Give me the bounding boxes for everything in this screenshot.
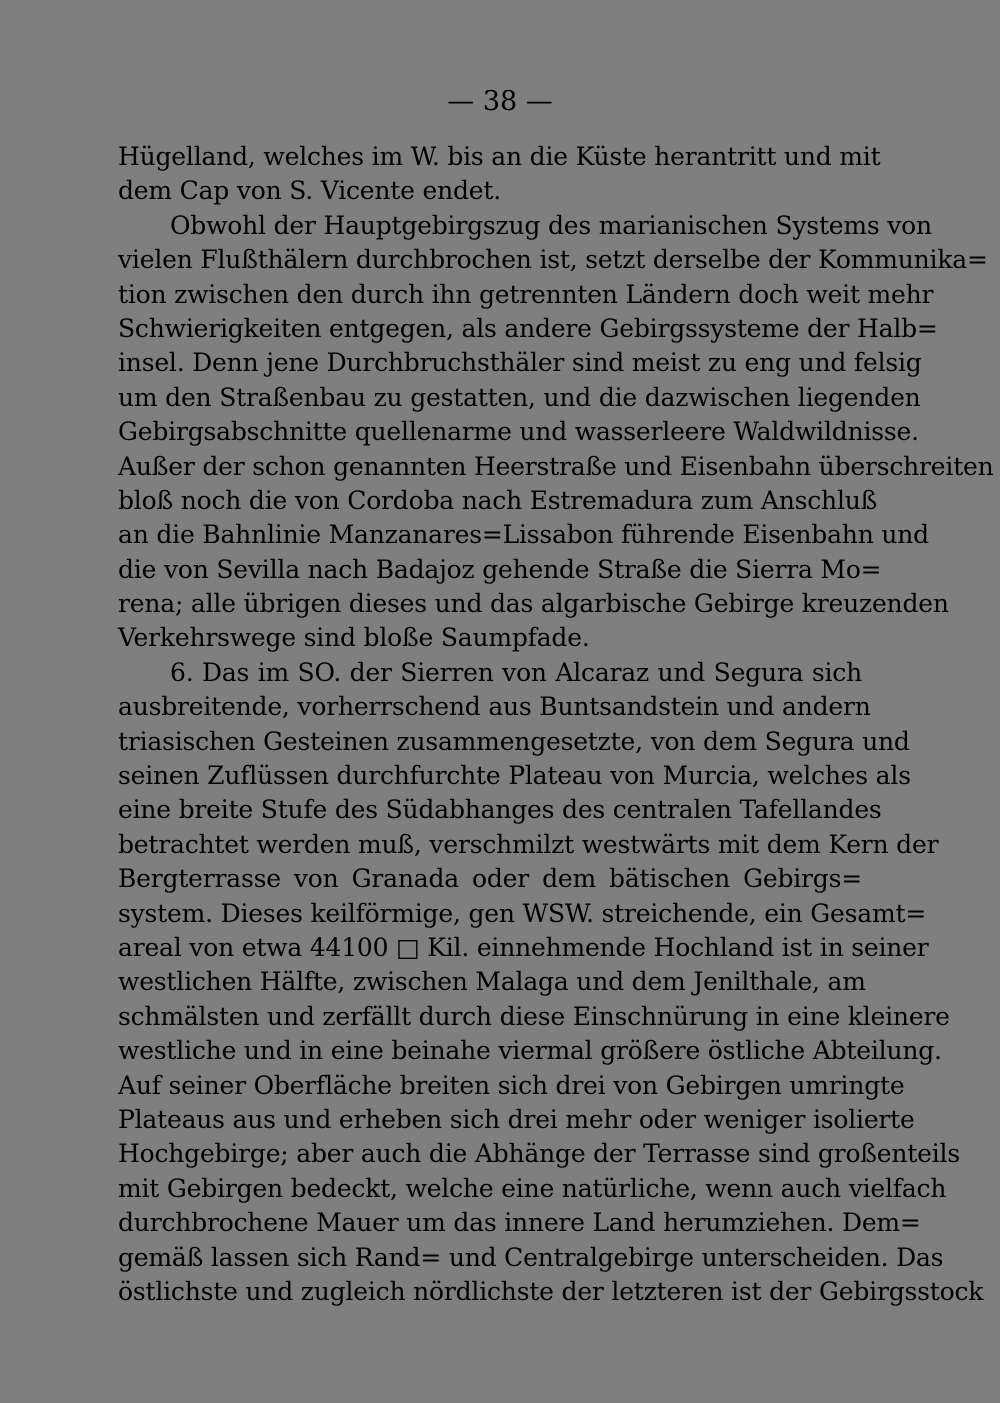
text-line: Schwierigkeiten entgegen, als andere Gebirgssysteme der Halb= (118, 313, 938, 343)
text-line: um den Straßenbau zu gestatten, und die dazwischen liegenden (118, 382, 921, 412)
text-line: eine breite Stufe des Südabhanges des centralen Tafellandes (118, 795, 882, 825)
text-line: tion zwischen den durch ihn getrennten Ländern doch weit mehr (118, 279, 934, 309)
text-line: rena; alle übrigen dieses und das algarbische Gebirge kreuzenden (118, 589, 949, 619)
text-line: Hügelland, welches im W. bis an die Küste herantritt und mit (118, 142, 881, 171)
text-line: 6. Das im SO. der Sierren von Alcaraz und Segura sich (170, 657, 862, 687)
text-line: Gebirgsabschnitte quellenarme und wasserleere Waldwildnisse. (118, 417, 919, 447)
text-line: schmälsten und zerfällt durch diese Einschnürung in eine kleinere (118, 1001, 950, 1031)
text-line: ausbreitende, vorherrschend aus Buntsandstein und andern (118, 692, 871, 722)
body-text (118, 140, 994, 1309)
text-line: mit Gebirgen bedeckt, welche eine natürliche, wenn auch vielfach (118, 1173, 947, 1203)
text-line: triasischen Gesteinen zusammengesetzte, von dem Segura und (118, 726, 910, 756)
text-line: durchbrochene Mauer um das innere Land herumziehen. Dem= (118, 1208, 921, 1238)
text-line: östlichste und zugleich nördlichste der letzteren ist der Gebirgsstock (118, 1276, 984, 1306)
text-line: seinen Zuflüssen durchfurchte Plateau von Murcia, welches als (118, 761, 911, 791)
text-line: Obwohl der Hauptgebirgszug des marianischen Systems von (170, 210, 932, 240)
text-line: Außer der schon genannten Heerstraße und Eisenbahn überschreiten (118, 451, 994, 481)
text-line: bloß noch die von Cordoba nach Estremadura zum Anschluß (118, 485, 878, 515)
text-line: system. Dieses keilförmige, gen WSW. streichende, ein Gesamt= (118, 898, 927, 928)
text-line: insel. Denn jene Durchbruchsthäler sind meist zu eng und felsig (118, 348, 922, 378)
text-line: Hochgebirge; aber auch die Abhänge der Terrasse sind großenteils (118, 1139, 960, 1169)
text-line: Bergterrasse von Granada oder dem bätischen Gebirgs= (118, 864, 862, 894)
text-line: westliche und in eine beinahe viermal größere östliche Abteilung. (118, 1036, 942, 1066)
text-line: gemäß lassen sich Rand= und Centralgebirge unterscheiden. Das (118, 1242, 944, 1272)
text-line: an die Bahnlinie Manzanares=Lissabon führende Eisenbahn und (118, 520, 929, 550)
text-line: Plateaus aus und erheben sich drei mehr oder weniger isolierte (118, 1104, 915, 1134)
text-line: Verkehrswege sind bloße Saumpfade. (118, 623, 590, 653)
text-line: areal von etwa 44100 □ Kil. einnehmende Hochland ist in seiner (118, 932, 929, 962)
text-line: westlichen Hälfte, zwischen Malaga und dem Jenilthale, am (118, 967, 866, 997)
text-line: Auf seiner Oberfläche breiten sich drei von Gebirgen umringte (118, 1070, 905, 1100)
text-line: dem Cap von S. Vicente endet. (118, 176, 501, 206)
page-number: — 38 — (447, 86, 553, 117)
text-line: die von Sevilla nach Badajoz gehende Straße die Sierra Mo= (118, 554, 882, 584)
text-line: vielen Flußthälern durchbrochen ist, setzt derselbe der Kommunika= (118, 245, 988, 275)
text-line: betrachtet werden muß, verschmilzt westwärts mit dem Kern der (118, 829, 939, 859)
